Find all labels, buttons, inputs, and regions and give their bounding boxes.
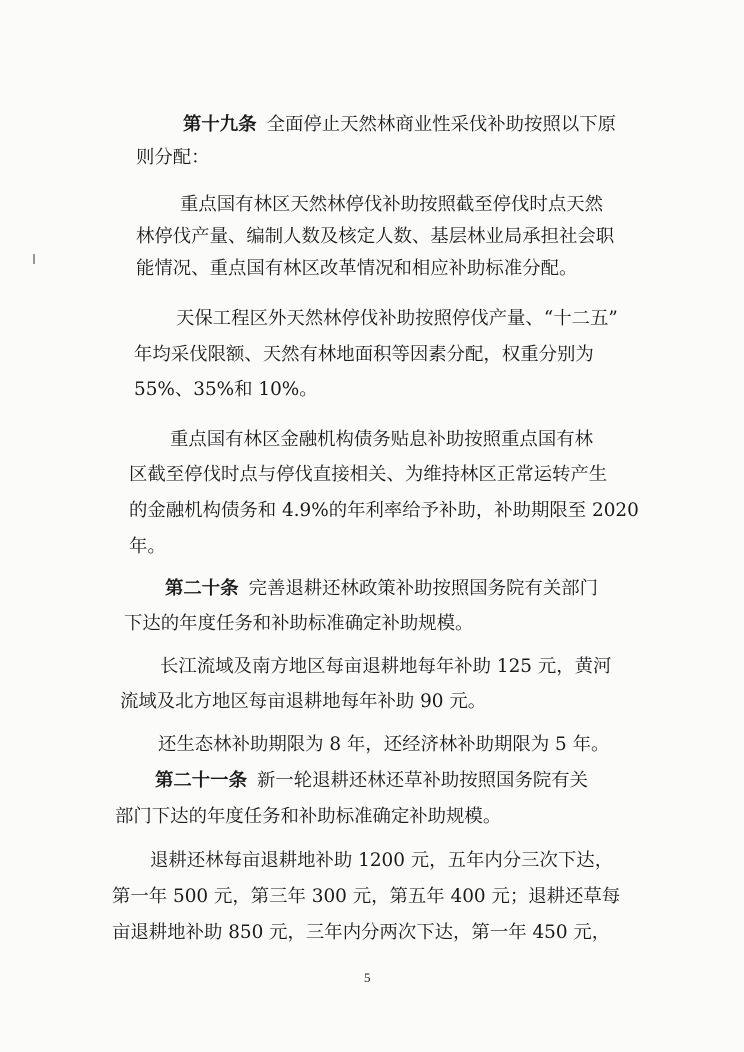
line-text: 亩退耕地补助 850 元，三年内分两次下达，第一年 450 元，	[112, 922, 611, 943]
line-text: 天保工程区外天然林停伐补助按照停伐产量、“十二五”	[176, 308, 618, 329]
document-line	[180, 193, 603, 217]
line-text: 全面停止天然林商业性采伐补助按照以下原	[266, 114, 617, 135]
document-line	[176, 307, 618, 331]
article-title: 第十九条	[183, 114, 257, 135]
document-line	[129, 535, 166, 559]
line-text: 下达的年度任务和补助标准确定补助规模。	[124, 613, 474, 634]
document-line	[134, 378, 318, 402]
scan-edge-mark	[33, 254, 35, 264]
line-text: 流域及北方地区每亩退耕地每年补助 90 元。	[120, 691, 487, 712]
document-line	[134, 343, 594, 367]
line-text: 则分配：	[136, 147, 210, 168]
line-text: 年。	[129, 536, 166, 557]
line-text: 部门下达的年度任务和补助标准确定补助规模。	[115, 806, 502, 827]
article-19-heading-line	[183, 113, 616, 137]
document-line	[129, 499, 639, 523]
document-line	[112, 921, 610, 945]
line-text: 林停伐产量、编制人数及核定人数、基层林业局承担社会职	[136, 226, 615, 247]
line-text: 退耕还林每亩退耕地补助 1200 元，五年内分三次下达，	[150, 850, 614, 871]
document-line	[124, 612, 473, 636]
line-text: 还生态林补助期限为 8 年，还经济林补助期限为 5 年。	[158, 734, 610, 755]
line-text: 新一轮退耕还林还草补助按照国务院有关	[256, 770, 589, 791]
line-text: 能情况、重点国有林区改革情况和相应补助标准分配。	[136, 258, 578, 279]
article-title: 第二十一条	[155, 770, 247, 791]
document-line	[120, 690, 486, 714]
line-text: 重点国有林区金融机构债务贴息补助按照重点国有林	[170, 429, 593, 450]
document-line	[150, 849, 613, 873]
document-line	[115, 805, 501, 829]
document-line	[160, 655, 611, 679]
article-21-heading-line	[155, 769, 588, 793]
page-number: 5	[364, 970, 371, 985]
article-title: 第二十条	[165, 578, 239, 599]
article-20-heading-line	[165, 577, 598, 601]
line-text: 长江流域及南方地区每亩退耕地每年补助 125 元，黄河	[160, 656, 612, 677]
line-text: 重点国有林区天然林停伐补助按照截至停伐时点天然	[180, 194, 603, 215]
document-line	[129, 463, 607, 487]
line-text: 第一年 500 元，第三年 300 元，第五年 400 元；退耕还草每	[112, 886, 621, 907]
document-line	[136, 257, 577, 281]
line-text: 完善退耕还林政策补助按照国务院有关部门	[248, 578, 599, 599]
document-line	[136, 225, 614, 249]
line-text: 的金融机构债务和 4.9%的年利率给予补助，补助期限至 2020	[129, 500, 639, 521]
document-line	[112, 885, 620, 909]
line-text: 区截至停伐时点与停伐直接相关、为维持林区正常运转产生	[129, 464, 608, 485]
line-text: 55%、35%和 10%。	[134, 379, 318, 400]
document-line	[170, 428, 593, 452]
document-line	[136, 146, 210, 170]
line-text: 年均采伐限额、天然有林地面积等因素分配，权重分别为	[134, 344, 594, 365]
document-line	[158, 733, 609, 757]
